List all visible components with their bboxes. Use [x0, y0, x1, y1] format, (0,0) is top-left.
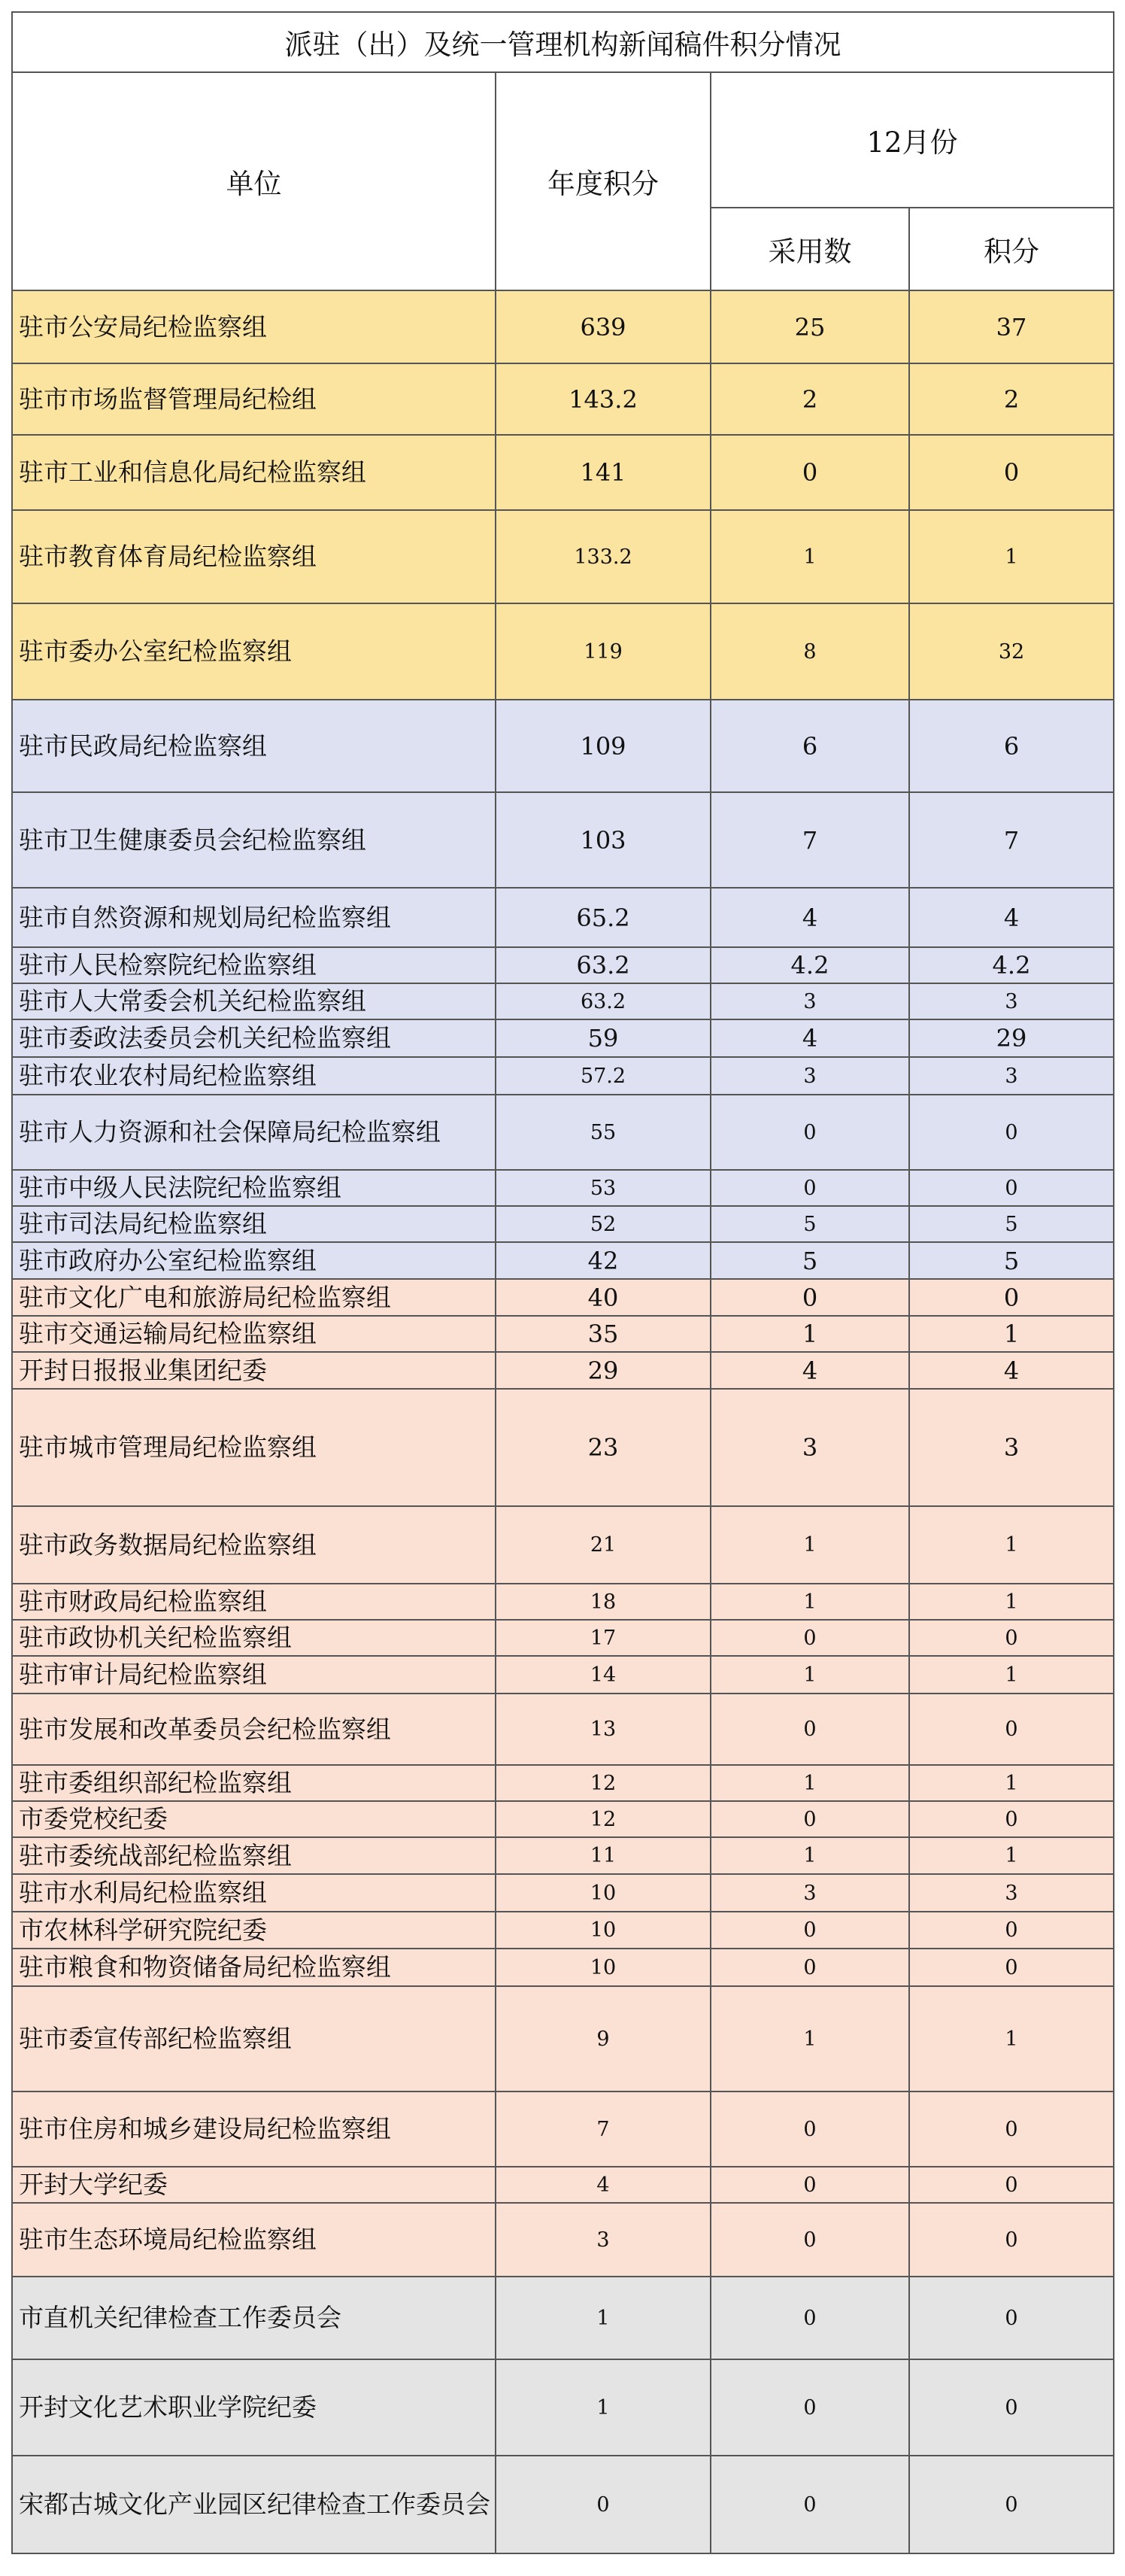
table-row	[12, 1316, 1114, 1352]
table-title: 派驻（出）及统一管理机构新闻稿件积分情况	[12, 12, 1114, 72]
adopted-count-cell: 1	[711, 1506, 909, 1584]
table-row	[12, 1620, 1114, 1656]
adopted-count-cell: 0	[711, 1095, 909, 1170]
annual-score-cell: 119	[496, 603, 711, 700]
adopted-count-cell: 3	[711, 1389, 909, 1506]
monthly-score-cell: 1	[909, 1986, 1114, 2091]
adopted-count-cell: 0	[711, 2456, 909, 2553]
table-row	[12, 290, 1114, 363]
annual-score-cell: 63.2	[496, 947, 711, 983]
header-month: 12月份	[711, 72, 1114, 208]
unit-cell: 驻市审计局纪检监察组	[12, 1656, 496, 1694]
annual-score-cell: 12	[496, 1801, 711, 1837]
unit-cell: 驻市人大常委会机关纪检监察组	[12, 983, 496, 1019]
table-row	[12, 1019, 1114, 1057]
unit-cell: 开封文化艺术职业学院纪委	[12, 2359, 496, 2456]
table-row	[12, 363, 1114, 435]
table-row	[12, 2359, 1114, 2456]
unit-cell: 驻市自然资源和规划局纪检监察组	[12, 888, 496, 947]
annual-score-cell: 59	[496, 1019, 711, 1057]
annual-score-cell: 141	[496, 435, 711, 510]
annual-score-cell: 53	[496, 1170, 711, 1206]
adopted-count-cell: 1	[711, 1656, 909, 1694]
unit-cell: 驻市工业和信息化局纪检监察组	[12, 435, 496, 510]
unit-cell: 驻市财政局纪检监察组	[12, 1584, 496, 1620]
unit-cell: 驻市交通运输局纪检监察组	[12, 1316, 496, 1352]
adopted-count-cell: 0	[711, 1694, 909, 1765]
monthly-score-cell: 5	[909, 1242, 1114, 1279]
adopted-count-cell: 1	[711, 1837, 909, 1874]
annual-score-cell: 0	[496, 2456, 711, 2553]
table-row	[12, 1242, 1114, 1279]
annual-score-cell: 29	[496, 1352, 711, 1389]
table-row	[12, 792, 1114, 888]
adopted-count-cell: 4	[711, 1352, 909, 1389]
annual-score-cell: 40	[496, 1279, 711, 1316]
adopted-count-cell: 0	[711, 1279, 909, 1316]
adopted-count-cell: 8	[711, 603, 909, 700]
annual-score-cell: 17	[496, 1620, 711, 1656]
annual-score-cell: 10	[496, 1949, 711, 1986]
monthly-score-cell: 0	[909, 1912, 1114, 1949]
unit-cell: 驻市委办公室纪检监察组	[12, 603, 496, 700]
unit-cell: 驻市中级人民法院纪检监察组	[12, 1170, 496, 1206]
unit-cell: 驻市市场监督管理局纪检组	[12, 363, 496, 435]
adopted-count-cell: 0	[711, 1620, 909, 1656]
table-row	[12, 1765, 1114, 1801]
table-row	[12, 2203, 1114, 2277]
table-row	[12, 1837, 1114, 1874]
monthly-score-cell: 0	[909, 2167, 1114, 2203]
annual-score-cell: 1	[496, 2277, 711, 2359]
annual-score-cell: 35	[496, 1316, 711, 1352]
unit-cell: 驻市政务数据局纪检监察组	[12, 1506, 496, 1584]
monthly-score-cell: 6	[909, 700, 1114, 792]
monthly-score-cell: 3	[909, 1389, 1114, 1506]
annual-score-cell: 12	[496, 1765, 711, 1801]
table-row	[12, 1584, 1114, 1620]
title-row	[12, 12, 1114, 72]
table-row	[12, 1279, 1114, 1316]
adopted-count-cell: 3	[711, 1057, 909, 1095]
unit-cell: 驻市人力资源和社会保障局纪检监察组	[12, 1095, 496, 1170]
monthly-score-cell: 7	[909, 792, 1114, 888]
table-row	[12, 1874, 1114, 1912]
monthly-score-cell: 0	[909, 2456, 1114, 2553]
annual-score-cell: 7	[496, 2091, 711, 2167]
unit-cell: 驻市发展和改革委员会纪检监察组	[12, 1694, 496, 1765]
monthly-score-cell: 1	[909, 1656, 1114, 1694]
table-row	[12, 2456, 1114, 2553]
adopted-count-cell: 0	[711, 2203, 909, 2277]
annual-score-cell: 65.2	[496, 888, 711, 947]
table-row	[12, 1912, 1114, 1949]
unit-cell: 驻市司法局纪检监察组	[12, 1206, 496, 1242]
adopted-count-cell: 1	[711, 1986, 909, 2091]
table-row	[12, 1506, 1114, 1584]
score-table	[11, 11, 1114, 2554]
table-row	[12, 1206, 1114, 1242]
monthly-score-cell: 4	[909, 1352, 1114, 1389]
monthly-score-cell: 0	[909, 1801, 1114, 1837]
unit-cell: 驻市人民检察院纪检监察组	[12, 947, 496, 983]
unit-cell: 驻市住房和城乡建设局纪检监察组	[12, 2091, 496, 2167]
annual-score-cell: 21	[496, 1506, 711, 1584]
annual-score-cell: 133.2	[496, 510, 711, 603]
annual-score-cell: 52	[496, 1206, 711, 1242]
monthly-score-cell: 0	[909, 1694, 1114, 1765]
adopted-count-cell: 0	[711, 2359, 909, 2456]
unit-cell: 开封大学纪委	[12, 2167, 496, 2203]
adopted-count-cell: 0	[711, 1170, 909, 1206]
table-row	[12, 947, 1114, 983]
monthly-score-cell: 3	[909, 983, 1114, 1019]
unit-cell: 驻市粮食和物资储备局纪检监察组	[12, 1949, 496, 1986]
unit-cell: 驻市水利局纪检监察组	[12, 1874, 496, 1912]
annual-score-cell: 57.2	[496, 1057, 711, 1095]
annual-score-cell: 143.2	[496, 363, 711, 435]
header-annual-score: 年度积分	[496, 72, 711, 290]
annual-score-cell: 13	[496, 1694, 711, 1765]
adopted-count-cell: 5	[711, 1242, 909, 1279]
adopted-count-cell: 3	[711, 1874, 909, 1912]
unit-cell: 驻市城市管理局纪检监察组	[12, 1389, 496, 1506]
annual-score-cell: 109	[496, 700, 711, 792]
monthly-score-cell: 37	[909, 290, 1114, 363]
annual-score-cell: 3	[496, 2203, 711, 2277]
unit-cell: 驻市农业农村局纪检监察组	[12, 1057, 496, 1095]
table-row	[12, 1352, 1114, 1389]
monthly-score-cell: 4	[909, 888, 1114, 947]
adopted-count-cell: 0	[711, 1912, 909, 1949]
monthly-score-cell: 32	[909, 603, 1114, 700]
adopted-count-cell: 1	[711, 510, 909, 603]
table-row	[12, 700, 1114, 792]
table-row	[12, 2091, 1114, 2167]
header-score: 积分	[909, 208, 1114, 290]
annual-score-cell: 11	[496, 1837, 711, 1874]
annual-score-cell: 4	[496, 2167, 711, 2203]
adopted-count-cell: 25	[711, 290, 909, 363]
adopted-count-cell: 7	[711, 792, 909, 888]
unit-cell: 开封日报报业集团纪委	[12, 1352, 496, 1389]
table-row	[12, 888, 1114, 947]
annual-score-cell: 63.2	[496, 983, 711, 1019]
unit-cell: 驻市生态环境局纪检监察组	[12, 2203, 496, 2277]
table-row	[12, 1389, 1114, 1506]
annual-score-cell: 23	[496, 1389, 711, 1506]
monthly-score-cell: 1	[909, 1837, 1114, 1874]
header-row-1	[12, 72, 1114, 208]
annual-score-cell: 14	[496, 1656, 711, 1694]
unit-cell: 驻市政协机关纪检监察组	[12, 1620, 496, 1656]
adopted-count-cell: 0	[711, 2167, 909, 2203]
header-unit: 单位	[12, 72, 496, 290]
monthly-score-cell: 0	[909, 1095, 1114, 1170]
table-row	[12, 1656, 1114, 1694]
annual-score-cell: 639	[496, 290, 711, 363]
monthly-score-cell: 1	[909, 1584, 1114, 1620]
unit-cell: 宋都古城文化产业园区纪律检查工作委员会	[12, 2456, 496, 2553]
unit-cell: 市农林科学研究院纪委	[12, 1912, 496, 1949]
monthly-score-cell: 29	[909, 1019, 1114, 1057]
table-row	[12, 510, 1114, 603]
monthly-score-cell: 1	[909, 1506, 1114, 1584]
annual-score-cell: 103	[496, 792, 711, 888]
adopted-count-cell: 0	[711, 435, 909, 510]
table-row	[12, 1801, 1114, 1837]
table-row	[12, 1694, 1114, 1765]
table-row	[12, 1986, 1114, 2091]
annual-score-cell: 9	[496, 1986, 711, 2091]
adopted-count-cell: 4	[711, 1019, 909, 1057]
header-adopted: 采用数	[711, 208, 909, 290]
unit-cell: 驻市委宣传部纪检监察组	[12, 1986, 496, 2091]
adopted-count-cell: 0	[711, 2277, 909, 2359]
table-row	[12, 1949, 1114, 1986]
monthly-score-cell: 3	[909, 1874, 1114, 1912]
adopted-count-cell: 4.2	[711, 947, 909, 983]
unit-cell: 驻市卫生健康委员会纪检监察组	[12, 792, 496, 888]
adopted-count-cell: 1	[711, 1765, 909, 1801]
adopted-count-cell: 0	[711, 2091, 909, 2167]
monthly-score-cell: 0	[909, 2203, 1114, 2277]
adopted-count-cell: 0	[711, 1801, 909, 1837]
adopted-count-cell: 1	[711, 1316, 909, 1352]
unit-cell: 驻市教育体育局纪检监察组	[12, 510, 496, 603]
annual-score-cell: 10	[496, 1912, 711, 1949]
monthly-score-cell: 0	[909, 1279, 1114, 1316]
table-row	[12, 435, 1114, 510]
monthly-score-cell: 0	[909, 1620, 1114, 1656]
annual-score-cell: 10	[496, 1874, 711, 1912]
monthly-score-cell: 1	[909, 1765, 1114, 1801]
table-row	[12, 1170, 1114, 1206]
table-row	[12, 603, 1114, 700]
monthly-score-cell: 0	[909, 2359, 1114, 2456]
adopted-count-cell: 1	[711, 1584, 909, 1620]
unit-cell: 驻市公安局纪检监察组	[12, 290, 496, 363]
annual-score-cell: 1	[496, 2359, 711, 2456]
annual-score-cell: 42	[496, 1242, 711, 1279]
unit-cell: 驻市委统战部纪检监察组	[12, 1837, 496, 1874]
unit-cell: 市直机关纪律检查工作委员会	[12, 2277, 496, 2359]
table-row	[12, 1057, 1114, 1095]
monthly-score-cell: 4.2	[909, 947, 1114, 983]
monthly-score-cell: 3	[909, 1057, 1114, 1095]
table-row	[12, 983, 1114, 1019]
adopted-count-cell: 4	[711, 888, 909, 947]
monthly-score-cell: 0	[909, 1170, 1114, 1206]
unit-cell: 驻市文化广电和旅游局纪检监察组	[12, 1279, 496, 1316]
adopted-count-cell: 3	[711, 983, 909, 1019]
monthly-score-cell: 1	[909, 1316, 1114, 1352]
monthly-score-cell: 0	[909, 2277, 1114, 2359]
unit-cell: 驻市委政法委员会机关纪检监察组	[12, 1019, 496, 1057]
monthly-score-cell: 0	[909, 1949, 1114, 1986]
annual-score-cell: 55	[496, 1095, 711, 1170]
adopted-count-cell: 0	[711, 1949, 909, 1986]
adopted-count-cell: 2	[711, 363, 909, 435]
monthly-score-cell: 5	[909, 1206, 1114, 1242]
unit-cell: 驻市委组织部纪检监察组	[12, 1765, 496, 1801]
annual-score-cell: 18	[496, 1584, 711, 1620]
monthly-score-cell: 0	[909, 435, 1114, 510]
table-row	[12, 2277, 1114, 2359]
unit-cell: 驻市政府办公室纪检监察组	[12, 1242, 496, 1279]
monthly-score-cell: 1	[909, 510, 1114, 603]
adopted-count-cell: 6	[711, 700, 909, 792]
unit-cell: 驻市民政局纪检监察组	[12, 700, 496, 792]
unit-cell: 市委党校纪委	[12, 1801, 496, 1837]
table-row	[12, 1095, 1114, 1170]
monthly-score-cell: 2	[909, 363, 1114, 435]
monthly-score-cell: 0	[909, 2091, 1114, 2167]
table-row	[12, 2167, 1114, 2203]
adopted-count-cell: 5	[711, 1206, 909, 1242]
